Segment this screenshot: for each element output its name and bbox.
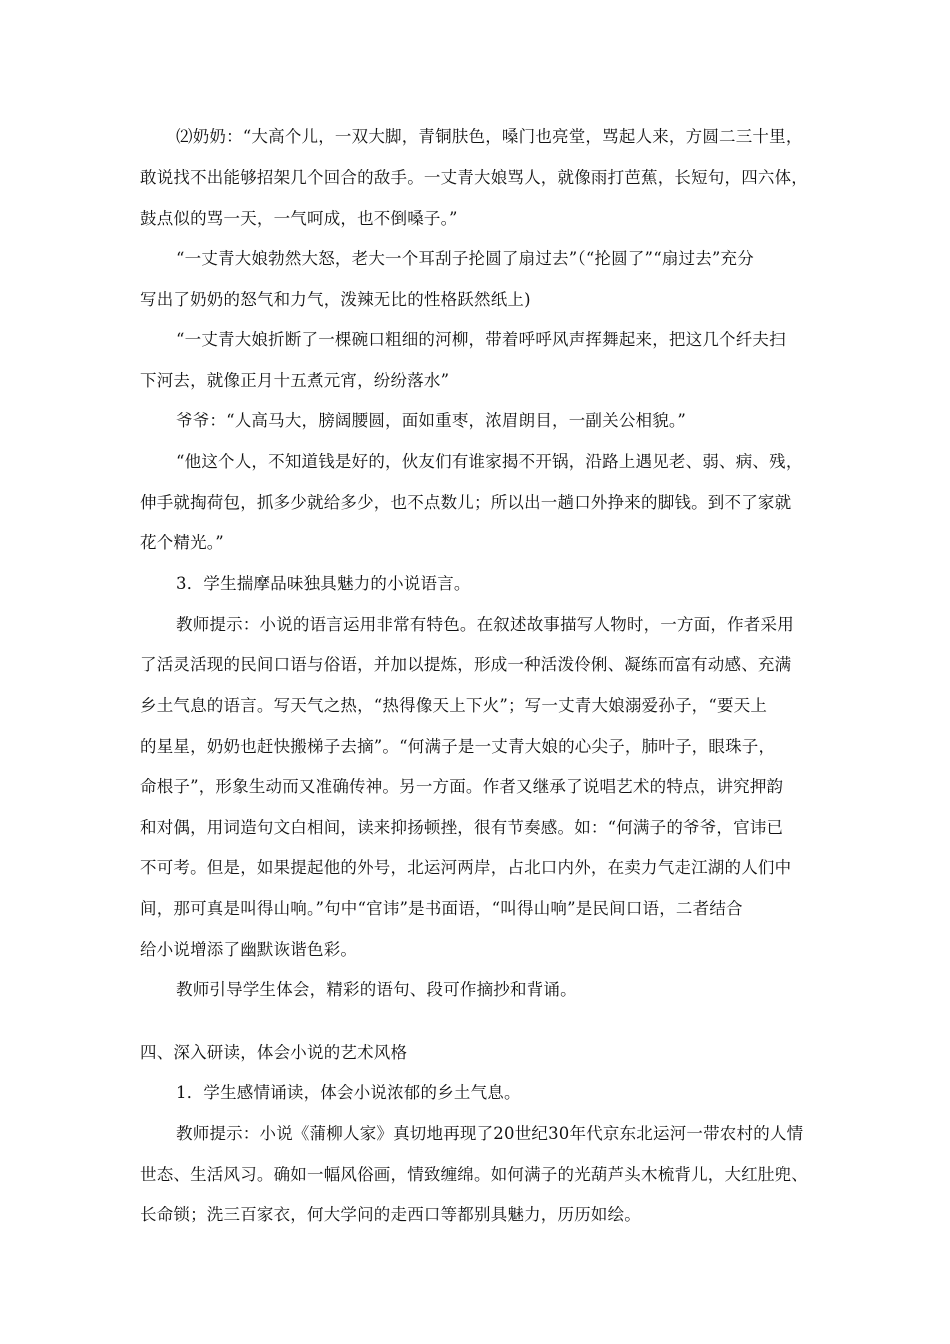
- text-line: 世态、生活风习。确如一幅风俗画，情致缠绵。如何满子的光葫芦头木梳背儿，大红肚兜、: [140, 1165, 808, 1184]
- text-line: “一丈青大娘勃然大怒，老大一个耳刮子抡圆了扇过去”（“抡圆了”“扇过去”充分: [176, 249, 754, 268]
- text-line: “他这个人，不知道钱是好的，伙友们有谁家揭不开锅，沿路上遇见老、弱、病、残，: [176, 452, 803, 471]
- text-line: 和对偶，用词造句文白相间，读来抑扬顿挫，很有节奏感。如：“何满子的爷爷，官讳已: [140, 818, 784, 837]
- text-line: “一丈青大娘折断了一棵碗口粗细的河柳，带着呼呼风声挥舞起来，把这几个纤夫扫: [176, 330, 786, 349]
- text-line: 写出了奶奶的怒气和力气，泼辣无比的性格跃然纸上): [140, 290, 531, 309]
- text-line: 的星星，奶奶也赶快搬梯子去摘”。“何满子是一丈青大娘的心尖子，肺叶子，眼珠子，: [140, 737, 776, 756]
- text-line: 鼓点似的骂一天，一气呵成，也不倒嗓子。”: [140, 209, 458, 228]
- text-line: 教师提示：小说《蒲柳人家》真切地再现了20世纪30年代京东北运河一带农村的人情: [176, 1124, 804, 1143]
- text-line: ⑵奶奶：“大高个儿，一双大脚，青铜肤色，嗓门也亮堂，骂起人来，方圆二三十里，: [176, 127, 803, 146]
- section-heading: 四、深入研读，体会小说的艺术风格: [140, 1043, 408, 1062]
- text-line: 3．学生揣摩品味独具魅力的小说语言。: [176, 574, 471, 593]
- text-line: 了活灵活现的民间口语与俗语，并加以提炼，形成一种活泼伶俐、凝练而富有动感、充满: [140, 655, 792, 674]
- text-line: 1．学生感情诵读，体会小说浓郁的乡土气息。: [176, 1083, 521, 1102]
- text-line: 教师引导学生体会，精彩的语句、段可作摘抄和背诵。: [176, 980, 577, 999]
- text-line: 伸手就掏荷包，抓多少就给多少，也不点数儿；所以出一趟口外挣来的脚钱。到不了家就: [140, 493, 792, 512]
- text-line: 敢说找不出能够招架几个回合的敌手。一丈青大娘骂人，就像雨打芭蕉，长短句，四六体，: [140, 168, 808, 187]
- text-line: 乡土气息的语言。写天气之热，“热得像天上下火”；写一丈青大娘溺爱孙子，“要天上: [140, 696, 768, 715]
- text-line: 给小说增添了幽默诙谐色彩。: [140, 940, 358, 959]
- text-line: 间，那可真是叫得山响。”句中“官讳”是书面语，“叫得山响”是民间口语，二者结合: [140, 899, 743, 918]
- text-line: 不可考。但是，如果提起他的外号，北运河两岸，占北口内外，在卖力气走江湖的人们中: [140, 858, 792, 877]
- text-line: 长命锁；洗三百家衣，何大学问的走西口等都别具魅力，历历如绘。: [140, 1205, 641, 1224]
- text-line: 爷爷：“人高马大，膀阔腰圆，面如重枣，浓眉朗目，一副关公相貌。”: [176, 411, 687, 430]
- text-line: 教师提示：小说的语言运用非常有特色。在叙述故事描写人物时，一方面，作者采用: [176, 615, 794, 634]
- text-line: 花个精光。”: [140, 533, 224, 552]
- text-line: 命根子”，形象生动而又准确传神。另一方面。作者又继承了说唱艺术的特点，讲究押韵: [140, 777, 784, 796]
- text-line: 下河去，就像正月十五煮元宵，纷纷落水”: [140, 371, 450, 390]
